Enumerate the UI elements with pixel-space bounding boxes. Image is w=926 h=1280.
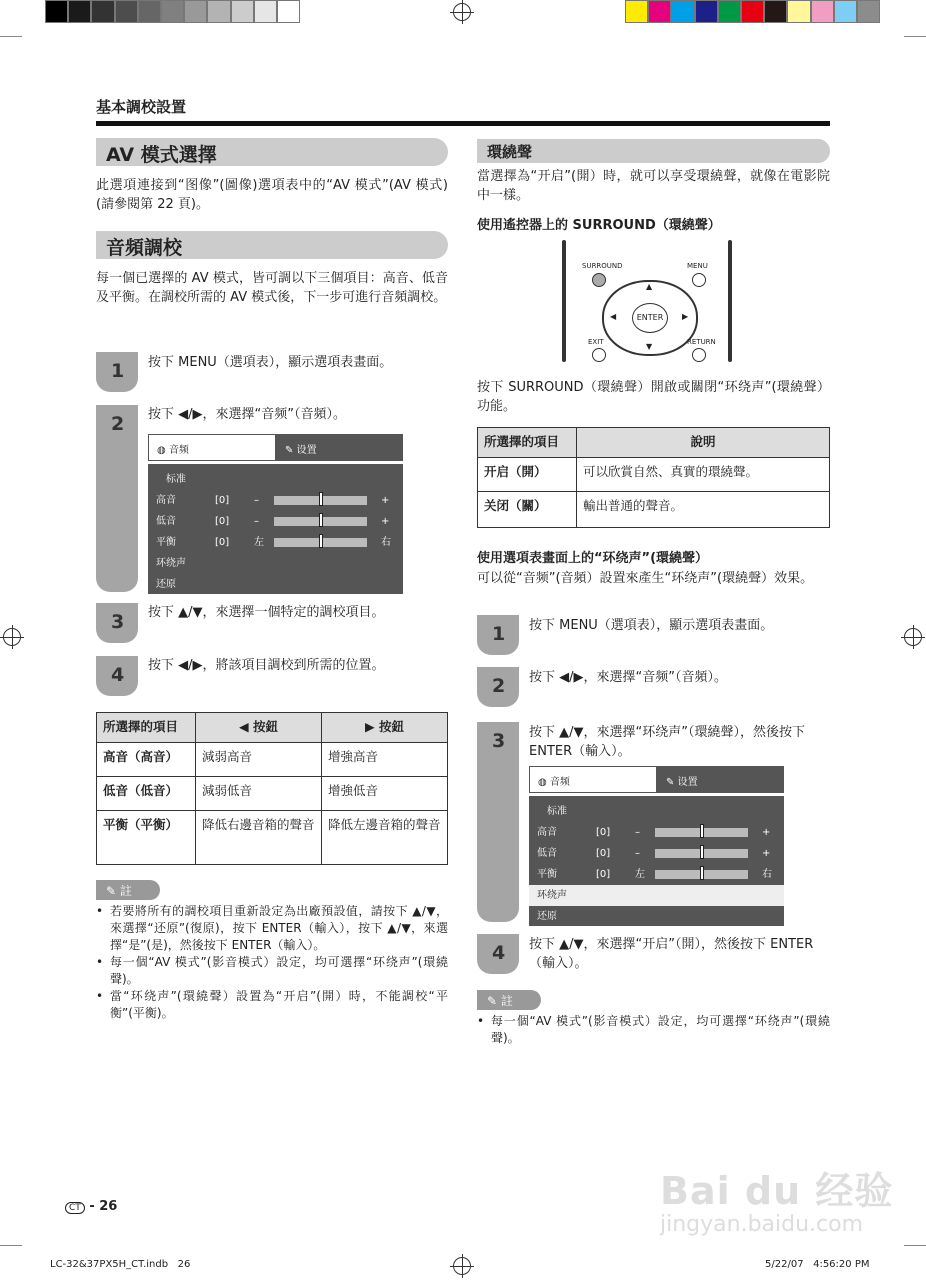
table-cell: 減弱低音 — [196, 777, 322, 811]
slider-knob[interactable] — [319, 513, 323, 527]
menu-item-surround[interactable] — [529, 885, 784, 906]
slider-max: + — [381, 516, 390, 527]
surround-text: 當選擇為“开启”(開）時，就可以享受環繞聲，就像在電影院中一樣。 — [477, 169, 830, 203]
step-text: 按下 ▲/▼，來選擇“开启”（開），然後按下 ENTER（輸入）。 — [529, 937, 814, 971]
table-header: ▶ 按鈕 — [322, 713, 448, 743]
remote-illustration — [540, 240, 760, 362]
tab-label: 音频 — [168, 445, 189, 456]
speaker-icon: ◍ — [538, 777, 547, 788]
slider-min: – — [254, 516, 259, 527]
color-swatch — [138, 0, 161, 23]
audio-text: 每一個已選擇的 AV 模式，皆可調以下三個項目：高音、低音及平衡。在調校所需的 AV 模式後，下一步可進行音頻調校。 — [96, 271, 448, 305]
slider[interactable] — [274, 517, 367, 526]
table-cell: 增強高音 — [322, 743, 448, 777]
table-header: 所選擇的項目 — [97, 713, 196, 743]
down-arrow-icon: ▼ — [646, 342, 653, 351]
menu-value: [0] — [215, 495, 230, 506]
step-text: 按下 ▲/▼，來選擇“环绕声”（環繞聲），然後按下 ENTER（輸入）。 — [529, 725, 805, 759]
step-badge: 1 — [477, 615, 519, 655]
step-badge: 2 — [477, 667, 519, 707]
header-rule — [96, 121, 830, 126]
color-swatch — [718, 0, 741, 23]
menu-label: 高音 — [156, 495, 176, 506]
note-label: ✎ 註 — [477, 990, 541, 1010]
registration-mark — [3, 628, 21, 646]
tab-settings[interactable] — [656, 767, 783, 792]
slider-max: + — [762, 848, 771, 859]
step-badge: 4 — [477, 934, 519, 974]
menu-button-label: MENU — [687, 262, 708, 270]
slider-knob[interactable] — [700, 866, 704, 880]
color-swatch — [45, 0, 68, 23]
note-list — [96, 903, 448, 1022]
speaker-icon: ◍ — [157, 445, 166, 456]
note-item: • 若要將所有的調校項目重新設定為出廠預設值，請按下 ▲/▼，來選擇“还原”(復原)，按下 ENTER（輸入），按下 ▲/▼，來選擇“是”(是)，然後按下 ENTER（輸入）。 — [96, 903, 448, 954]
menu-value: [0] — [215, 537, 230, 548]
up-arrow-icon: ▲ — [646, 282, 653, 291]
note-list — [477, 1013, 830, 1047]
table-cell: 低音（低音） — [97, 777, 196, 811]
slider-knob[interactable] — [319, 534, 323, 548]
slider-min: 左 — [635, 869, 645, 880]
color-swatch — [811, 0, 834, 23]
exit-button[interactable] — [592, 348, 606, 362]
wrench-icon: ✎ — [285, 445, 294, 456]
separator: - — [89, 1199, 95, 1214]
menu-value: [0] — [596, 848, 611, 859]
slider[interactable] — [274, 496, 367, 505]
color-swatch — [695, 0, 718, 23]
menu-label: 环绕声 — [537, 890, 567, 901]
color-swatch — [764, 0, 787, 23]
menu-value: [0] — [215, 516, 230, 527]
registration-mark — [453, 1257, 471, 1275]
menu-label: 高音 — [537, 827, 557, 838]
table-cell: 降低左邊音箱的聲音 — [322, 811, 448, 865]
tab-label: 设置 — [296, 445, 317, 456]
slider[interactable] — [655, 849, 748, 858]
color-swatch — [741, 0, 764, 23]
menu-label: 平衡 — [537, 869, 557, 880]
slider-min: 左 — [254, 537, 264, 548]
table-cell: 可以欣賞自然、真實的環繞聲。 — [577, 458, 830, 492]
step-badge: 3 — [96, 603, 138, 643]
crop-mark — [0, 36, 22, 37]
slider-knob[interactable] — [319, 492, 323, 506]
menu-item-treble[interactable] — [529, 822, 784, 843]
note-label: ✎ 註 — [96, 880, 160, 900]
return-button[interactable] — [692, 348, 706, 362]
color-swatch — [184, 0, 207, 23]
step-text: 按下 ◀/▶，來選擇“音频”（音頻）。 — [529, 670, 727, 685]
color-swatch — [787, 0, 810, 23]
remote-subheading: 使用遙控器上的 SURROUND（環繞聲） — [477, 218, 721, 233]
crop-mark — [904, 1245, 926, 1246]
table-header: ◀ 按鈕 — [196, 713, 322, 743]
step-badge: 3 — [477, 722, 519, 922]
note-item: • 每一個“AV 模式”(影音模式）設定，均可選擇“环绕声”(環繞聲)。 — [477, 1013, 830, 1047]
language-badge: CT — [65, 1202, 85, 1214]
slider-max: + — [762, 827, 771, 838]
table-cell: 开启（開） — [478, 458, 577, 492]
slider[interactable] — [655, 870, 748, 879]
left-arrow-icon: ◀ — [610, 312, 617, 321]
exit-button-label: EXIT — [588, 338, 604, 346]
registration-mark — [904, 628, 922, 646]
color-swatch — [834, 0, 857, 23]
tab-label: 音频 — [549, 777, 570, 788]
step-badge: 4 — [96, 656, 138, 696]
menu-item-balance[interactable] — [148, 532, 403, 553]
step-text: 按下 ▲/▼，來選擇一個特定的調校項目。 — [148, 605, 385, 620]
registration-mark — [453, 3, 471, 21]
menu-item-standard[interactable] — [529, 801, 784, 822]
color-swatch — [625, 0, 648, 23]
audio-heading: 音頻調校 — [96, 231, 448, 259]
file-slug: LC-32&37PX5H_CT.indb 26 — [50, 1259, 191, 1270]
slider-min: – — [635, 827, 640, 838]
return-button-label: RETURN — [687, 338, 716, 346]
menu-item-bass[interactable] — [529, 843, 784, 864]
menu-label: 低音 — [156, 516, 176, 527]
menu-item-reset[interactable] — [529, 906, 784, 927]
color-swatch — [115, 0, 138, 23]
step-text: 按下 MENU（選項表），顯示選項表畫面。 — [148, 355, 393, 370]
tab-settings[interactable] — [275, 435, 402, 460]
crop-mark — [904, 36, 926, 37]
menu-item-bass[interactable] — [148, 511, 403, 532]
step-badge: 2 — [96, 405, 138, 592]
slider-max: 右 — [762, 869, 772, 880]
slider[interactable] — [274, 538, 367, 547]
menu-item-treble[interactable] — [148, 490, 403, 511]
table-cell: 減弱高音 — [196, 743, 322, 777]
menu-item-standard[interactable] — [148, 469, 403, 490]
color-swatch — [68, 0, 91, 23]
av-mode-text: 此選項連接到“图像”(圖像)選項表中的“AV 模式”(AV 模式)(請參閱第 22 頁)。 — [96, 178, 448, 212]
slider-max: 右 — [381, 537, 391, 548]
note-item: • 每一個“AV 模式”(影音模式）設定，均可選擇“环绕声”(環繞聲)。 — [96, 954, 448, 988]
table-header: 說明 — [577, 428, 830, 458]
remote-text: 按下 SURROUND（環繞聲）開啟或關閉“环绕声”(環繞聲）功能。 — [477, 380, 830, 414]
audio-adjust-table — [96, 712, 448, 865]
section-header: 基本調校設置 — [96, 98, 187, 116]
color-swatch — [91, 0, 114, 23]
page-number — [65, 1199, 117, 1214]
table-cell: 关闭（關） — [478, 492, 577, 528]
surround-button-label: SURROUND — [582, 262, 623, 270]
table-header: 所選擇的項目 — [478, 428, 577, 458]
step-text: 按下 ◀/▶，將該項目調校到所需的位置。 — [148, 658, 385, 673]
color-swatch — [207, 0, 230, 23]
color-swatch — [254, 0, 277, 23]
step-badge: 1 — [96, 352, 138, 392]
menu-label: 还原 — [156, 579, 176, 590]
color-swatch — [277, 0, 300, 23]
watermark-logo: Bai du 经验 — [660, 1169, 894, 1213]
table-cell: 降低右邊音箱的聲音 — [196, 811, 322, 865]
enter-button[interactable]: ENTER — [632, 303, 668, 333]
menu-button[interactable] — [692, 273, 706, 287]
menu-subheading: 使用選項表畫面上的“环绕声”(環繞聲） — [477, 551, 709, 566]
audio-menu-screenshot — [148, 434, 403, 591]
menu-item-balance[interactable] — [529, 864, 784, 885]
slider-min: – — [635, 848, 640, 859]
table-cell: 增強低音 — [322, 777, 448, 811]
menu-label: 低音 — [537, 848, 557, 859]
slider-max: + — [381, 495, 390, 506]
color-swatch — [671, 0, 694, 23]
menu-label: 还原 — [537, 911, 557, 922]
print-date: 5/22/07 4:56:20 PM — [765, 1259, 870, 1270]
crop-mark — [0, 1245, 22, 1246]
right-arrow-icon: ▶ — [682, 312, 689, 321]
menu-label: 平衡 — [156, 537, 176, 548]
slider-min: – — [254, 495, 259, 506]
table-cell: 平衡（平衡） — [97, 811, 196, 865]
color-swatch — [648, 0, 671, 23]
surround-heading: 環繞聲 — [477, 139, 830, 163]
menu-value: [0] — [596, 869, 611, 880]
menu-item-reset[interactable] — [148, 574, 403, 595]
av-mode-heading: AV 模式選擇 — [96, 138, 448, 166]
tab-audio[interactable] — [530, 767, 656, 792]
menu-item-surround[interactable] — [148, 553, 403, 574]
surround-table — [477, 427, 830, 528]
surround-button[interactable] — [592, 273, 606, 287]
surround-menu-screenshot — [529, 766, 784, 923]
note-item: • 當“环绕声”(環繞聲）設置為“开启”(開）時，不能調校“平衡”(平衡)。 — [96, 988, 448, 1022]
menu-value: [0] — [596, 827, 611, 838]
slider-knob[interactable] — [700, 824, 704, 838]
watermark-url: jingyan.baidu.com — [660, 1212, 864, 1237]
page-num: 26 — [99, 1199, 118, 1214]
color-swatch — [857, 0, 880, 23]
table-cell: 高音（高音） — [97, 743, 196, 777]
menu-text: 可以從“音频”(音頻）設置來產生“环绕声”(環繞聲）效果。 — [477, 571, 814, 586]
menu-label: 环绕声 — [156, 558, 186, 569]
color-swatch — [231, 0, 254, 23]
step-text: 按下 ◀/▶，來選擇“音频”（音頻）。 — [148, 407, 346, 422]
slider[interactable] — [655, 828, 748, 837]
tab-audio[interactable] — [149, 435, 275, 460]
color-swatch — [161, 0, 184, 23]
menu-label: 标准 — [166, 474, 186, 485]
wrench-icon: ✎ — [666, 777, 675, 788]
tab-label: 设置 — [677, 777, 698, 788]
step-text: 按下 MENU（選項表），顯示選項表畫面。 — [529, 618, 774, 633]
slider-knob[interactable] — [700, 845, 704, 859]
menu-label: 标准 — [547, 806, 567, 817]
table-cell: 輸出普通的聲音。 — [577, 492, 830, 528]
